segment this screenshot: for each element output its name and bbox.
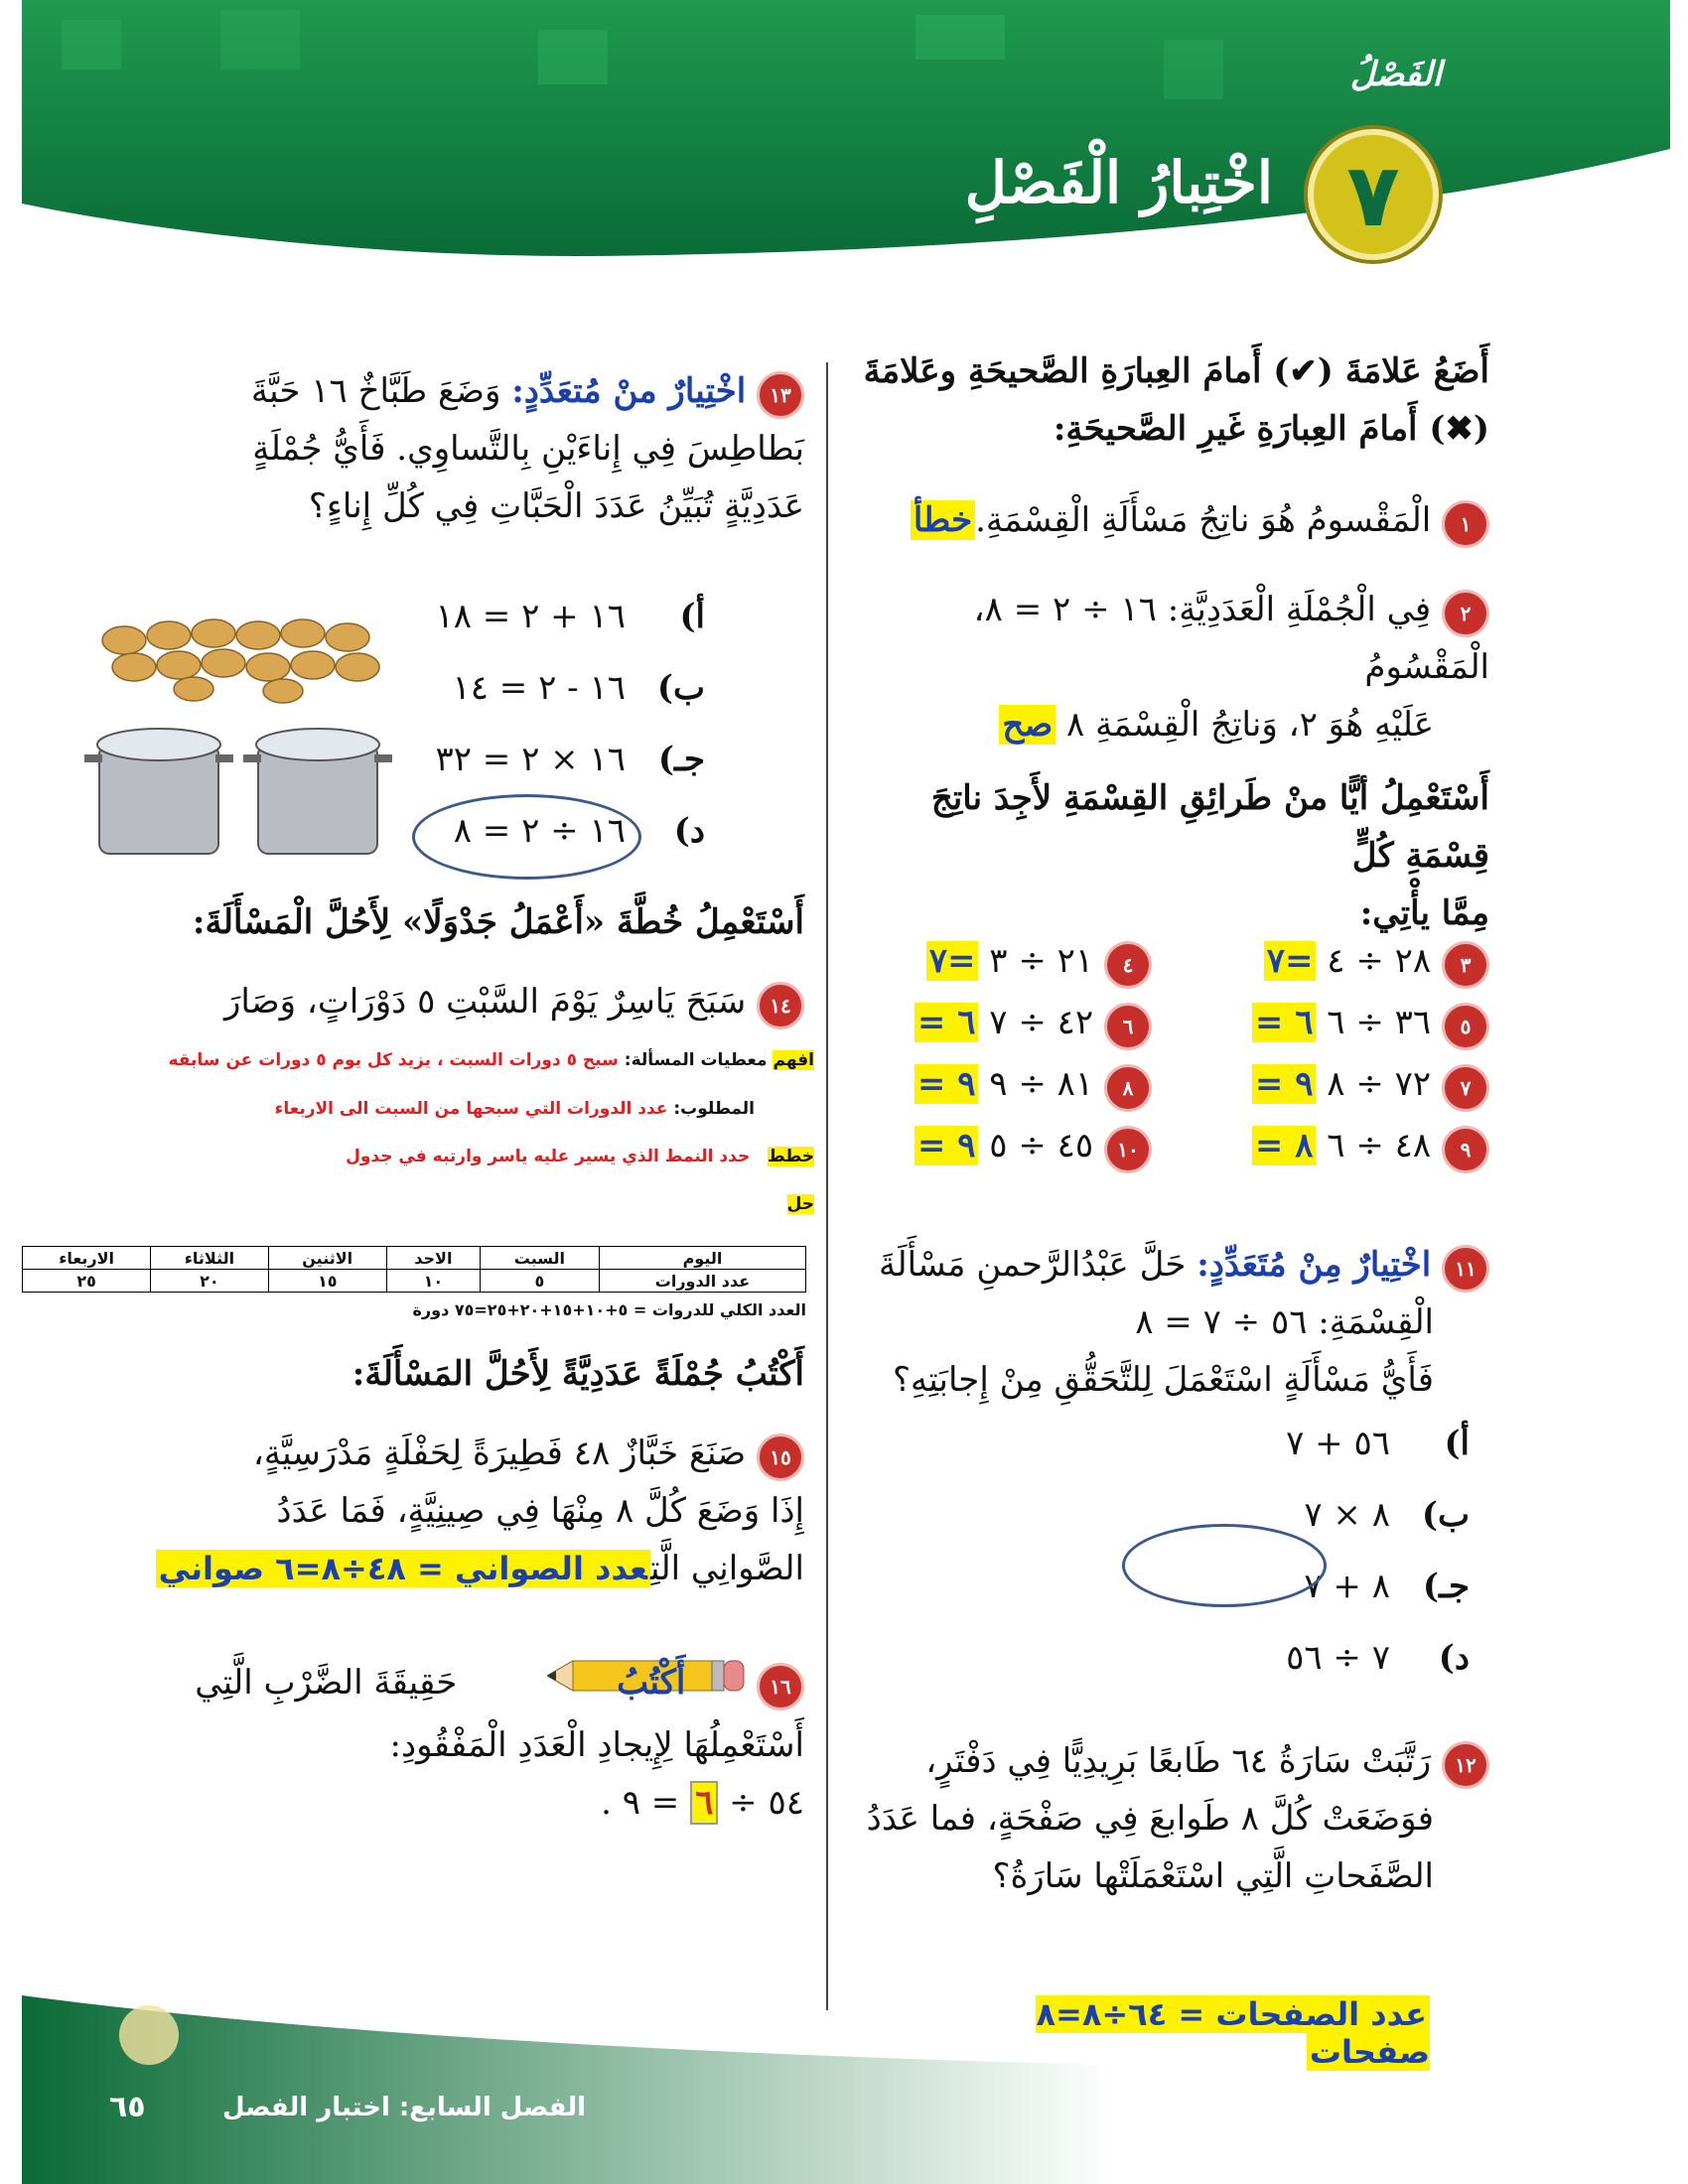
question-text-line-3: الصَّوانِي الَّتِ (650, 1549, 804, 1588)
answer-highlight: صح (999, 705, 1055, 745)
chapter-header (22, 0, 1670, 288)
drill-expression: ٤٢ ÷ ٧ (989, 1003, 1094, 1042)
drill-expression: ٤٥ ÷ ٥ (989, 1126, 1094, 1165)
drill-expression: ٨١ ÷ ٩ (989, 1064, 1094, 1104)
givens-label: معطيات المسألة: (624, 1050, 768, 1070)
answer-highlight: عدد الصفحات = ٦٤÷٨=٨ صفحات (1036, 1995, 1430, 2071)
table-cell: ٢٥ (23, 1270, 151, 1293)
answer-option[interactable] (1092, 1622, 1470, 1694)
drill-item (864, 933, 1152, 989)
drill-expression: ٧٢ ÷ ٨ (1327, 1064, 1432, 1104)
table-row (23, 1270, 806, 1293)
option-expression: ٨ × ٧ (1304, 1495, 1390, 1535)
answer-highlight: =٧ (926, 941, 979, 981)
option-expression: ١٦ ÷ ٢ = ٨ (453, 811, 626, 851)
question-text-line-1: حَقِيقَةَ الضَّرْبِ الَّتِي (195, 1663, 458, 1703)
missing-number-box: ٦ (690, 1781, 718, 1825)
question-text-line-2: فوَضَعَتْ كُلَّ ٨ طَوابعَ فِي صَفْحَةٍ، فما عَدَدُ (866, 1799, 1434, 1839)
footer-chapter-text: الفصل السابع: اختبار الفصل (221, 2093, 586, 2122)
question-16 (99, 1653, 804, 1832)
question-text: الْمَقْسومُ هُوَ ناتِجُ مَسْأَلَةِ الْقِسْمَةِ. (975, 500, 1432, 540)
instruction-mark-true-false (854, 342, 1489, 458)
question-text-line-2: أَسْتَعْمِلُهَا لِإِيجادِ الْعَدَدِ الْمَفْقُودِ: (389, 1725, 804, 1765)
solve-tag: حل (786, 1194, 814, 1214)
table-header-cell: السبت (480, 1247, 599, 1270)
drill-expression: ٢١ ÷ ٣ (989, 941, 1094, 981)
equation-right: = ٩ . (601, 1783, 680, 1823)
answer-option[interactable] (397, 724, 705, 795)
question-text-line-1: حَلَّ عَبْدُالرَّحمنِ مَسْأَلَةَ (879, 1245, 1187, 1285)
question-number-badge: ٩ (1442, 1126, 1489, 1173)
option-letter: أ) (1444, 1424, 1470, 1463)
question-number-badge: ١٥ (757, 1433, 804, 1481)
question-number-badge: ٤ (1104, 941, 1152, 989)
question-text-line-1: فِي الْجُمْلَةِ الْعَدَدِيَّةِ: ١٦ ÷ ٢ = ٨، الْمَقْسُومُ (973, 590, 1489, 687)
option-expression: ١٦ × ٢ = ٣٢ (435, 740, 626, 779)
drill-item (1201, 1118, 1489, 1173)
question-text-line-3: عَدَدِيَّةٍ تُبَيِّنُ عَدَدَ الْحَبَّاتِ فِي كُلِّ إِناءٍ؟ (308, 486, 804, 526)
option-letter: د) (673, 811, 705, 851)
drill-item (1201, 933, 1489, 989)
table-header-cell: اليوم (599, 1247, 805, 1270)
question-text-line-2: عَلَيْهِ هُوَ ٢، وَناتِجُ الْقِسْمَةِ ٨ (1066, 705, 1434, 745)
understand-step (30, 1050, 814, 1070)
table-cell: عدد الدورات (599, 1270, 805, 1293)
instruction-line-1: أَسْتَعْمِلُ أيًّا منْ طَرائِقِ القِسْمَةِ لأَجِدَ ناتِجَ قِسْمَةِ كُلٍّ (930, 778, 1489, 876)
option-letter: جـ) (657, 740, 705, 779)
required-label: المطلوب: (673, 1099, 755, 1119)
answer-option[interactable] (1092, 1408, 1470, 1479)
question-number-badge: ٦ (1104, 1003, 1152, 1050)
question-number-badge: ١ (1442, 500, 1489, 548)
question-number-badge: ١١ (1442, 1245, 1489, 1293)
question-text-line-3: فَأَيُّ مَسْأَلَةٍ اسْتَعْمَلَ لِلتَّحَقُّقِ مِنْ إِجابَتِهِ؟ (892, 1360, 1434, 1400)
table-cell: ٥ (480, 1270, 599, 1293)
question-13 (99, 362, 804, 535)
drill-item (864, 995, 1152, 1050)
table-header-row (23, 1247, 806, 1270)
question-15 (40, 1425, 804, 1597)
table-cell: ١٠ (386, 1270, 480, 1293)
question-11 (854, 1236, 1489, 1409)
question-text-line-2: بَطاطِسَ فِي إِناءَيْنِ بِالتَّساوِي. فَأَيُّ جُمْلَةٍ (252, 429, 804, 469)
question-number-badge: ١٤ (757, 982, 804, 1029)
plan-step (30, 1147, 814, 1166)
drill-grid (874, 933, 1489, 1191)
table-header-cell: الاربعاء (23, 1247, 151, 1270)
question-number-badge: ٢ (1442, 590, 1489, 637)
question-text-line-1: رَتَّبَتْ سَارَةُ ٦٤ طَابعًا بَرِيدِيًّا فِي دَفْتَرٍ، (925, 1741, 1432, 1781)
chapter-label: الفَصْلُ (1349, 55, 1442, 94)
question-12 (854, 1732, 1489, 1905)
instruction-make-table (99, 893, 804, 951)
laps-table (22, 1246, 806, 1293)
required-text: عدد الدورات التي سبحها من السبت الى الاربعاء (274, 1099, 668, 1119)
option-expression: ٧ ÷ ٥٦ (1286, 1638, 1390, 1678)
chapter-number-badge: ٧ (1308, 129, 1439, 260)
answer-highlight: ٦ = (1252, 1003, 1317, 1042)
table-header-cell: الاحد (386, 1247, 480, 1270)
drill-expression: ٣٦ ÷ ٦ (1327, 1003, 1432, 1042)
question-number-badge: ١٠ (1104, 1126, 1152, 1173)
understand-tag: افهم (773, 1050, 814, 1070)
question-text-line-1: صَنَعَ خَبَّازٌ ٤٨ فَطِيرَةً لِحَفْلَةٍ مَدْرَسِيَّةٍ، (252, 1433, 747, 1473)
answer-highlight: ٩ = (1252, 1064, 1317, 1104)
option-expression: ١٦ + ٢ = ١٨ (435, 597, 626, 636)
equation-left: ٥٤ ÷ (729, 1783, 804, 1823)
logo-watermark (119, 2005, 179, 2065)
footer-band (22, 1995, 1114, 2184)
multiple-choice-label: اخْتِيارٌ مِنْ مُتَعَدِّدٍ: (1196, 1245, 1432, 1285)
option-letter: ب) (656, 668, 705, 708)
multiple-choice-label: اخْتِيارٌ منْ مُتعَدِّدٍ: (511, 371, 747, 411)
question-number-badge: ٥ (1442, 1003, 1489, 1050)
drill-expression: ٢٨ ÷ ٤ (1327, 941, 1432, 981)
header-banner (22, 0, 1670, 288)
option-letter: د) (1438, 1638, 1470, 1678)
instruction-write-sentence (99, 1345, 804, 1403)
question-text-line-3: الصَّفَحاتِ الَّتِي اسْتَعْمَلَتْها سَارَةُ؟ (992, 1856, 1434, 1896)
question-number-badge: ١٢ (1442, 1741, 1489, 1789)
question-number-badge: ٨ (1104, 1064, 1152, 1112)
instruction-line-2: مِمَّا يأْتِي: (1359, 893, 1489, 933)
question-number-badge: ١٣ (757, 371, 804, 419)
drill-expression: ٤٨ ÷ ٦ (1327, 1126, 1432, 1165)
answer-highlight: خطأ (911, 500, 975, 540)
total-laps: العدد الكلي للدروات = ٥+١٠+١٥+٢٠+٢٥=٧٥ دورة (412, 1300, 806, 1319)
question-number-badge: ٣ (1442, 941, 1489, 989)
required-step (30, 1099, 755, 1119)
write-label: أَكْتُبُ (617, 1663, 686, 1703)
givens-text: سبح ٥ دورات السبت ، يزيد كل يوم ٥ دورات عن سابقه (168, 1050, 619, 1070)
selected-answer-circle (412, 794, 641, 880)
page-title: اخْتِبارُ الْفَصْلِ (964, 149, 1273, 216)
question-2 (854, 581, 1489, 753)
answer-option[interactable] (397, 652, 705, 724)
question-text-line-1: سَبَحَ يَاسِرٌ يَوْمَ السَّبْتِ ٥ دَوْرَاتٍ، وَصَارَ (223, 982, 747, 1022)
solve-step (30, 1194, 814, 1214)
question-text-line-2: إِذَا وَضَعَ كُلَّ ٨ مِنْهَا فِي صِينِيَّةٍ، فَمَا عَدَدُ (276, 1491, 804, 1531)
answer-highlight: ٩ = (914, 1064, 979, 1104)
table-cell: ١٥ (268, 1270, 386, 1293)
table-header-cell: الثلاثاء (151, 1247, 268, 1270)
instruction-text: أَسْتَعْمِلُ خُطَّةَ «أَعْمَلُ جَدْوَلًا» لِأَحُلَّ الْمَسْأَلَةَ: (192, 902, 804, 942)
plan-text: حدد النمط الذي يسير عليه ياسر وارتبه في جدول (346, 1147, 751, 1166)
question-1 (854, 491, 1489, 549)
potatoes-pots-illustration (84, 606, 402, 864)
table-header-cell: الاثنين (268, 1247, 386, 1270)
plan-tag: خطط (767, 1147, 814, 1166)
question-14 (99, 973, 804, 1030)
option-letter: أ) (679, 597, 705, 636)
question-number-badge: ١٦ (757, 1663, 804, 1710)
drill-item (1201, 995, 1489, 1050)
answer-highlight: ٦ = (914, 1003, 979, 1042)
instruction-line-2: (✖) أَمامَ العِبارَةِ غَيرِ الصَّحيحَةِ: (1053, 409, 1489, 449)
drill-item (864, 1118, 1152, 1173)
question-text-line-2: الْقِسْمَةِ: ٥٦ ÷ ٧ = ٨ (1135, 1302, 1434, 1342)
drill-item (864, 1056, 1152, 1112)
selected-answer-circle (1122, 1524, 1327, 1607)
page-number: ٦٥ (109, 2090, 146, 2124)
column-divider (826, 362, 828, 2010)
answer-highlight: ٩ = (914, 1126, 979, 1165)
option-expression: ٥٦ + ٧ (1286, 1424, 1390, 1463)
option-letter: ب) (1421, 1495, 1470, 1535)
answer-highlight: =٧ (1264, 941, 1317, 981)
answer-highlight: ٨ = (1252, 1126, 1317, 1165)
drill-item (1201, 1056, 1489, 1112)
question-text-line-1: وَضَعَ طَبَّاخٌ ١٦ حَبَّةَ (250, 371, 501, 411)
answer-highlight: عدد الصواني = ٤٨÷٨=٦ صواني (156, 1550, 650, 1587)
instruction-text: أَكْتُبُ جُمْلَةً عَدَدِيَّةً لِأَحُلَّ المَسْأَلَةَ: (352, 1354, 804, 1394)
question-number-badge: ٧ (1442, 1064, 1489, 1112)
table-cell: ٢٠ (151, 1270, 268, 1293)
instruction-division (854, 769, 1489, 942)
option-letter: جـ) (1422, 1567, 1470, 1606)
option-expression: ١٦ - ٢ = ١٤ (452, 668, 626, 708)
option-expression: ٨ + ٧ (1304, 1567, 1390, 1606)
instruction-line-1: أَضَعُ عَلامَةَ (✔) أَمامَ العِبارَةِ الصَّحيحَةِ وعَلامَةَ (863, 351, 1489, 391)
answer-option[interactable] (397, 581, 705, 652)
